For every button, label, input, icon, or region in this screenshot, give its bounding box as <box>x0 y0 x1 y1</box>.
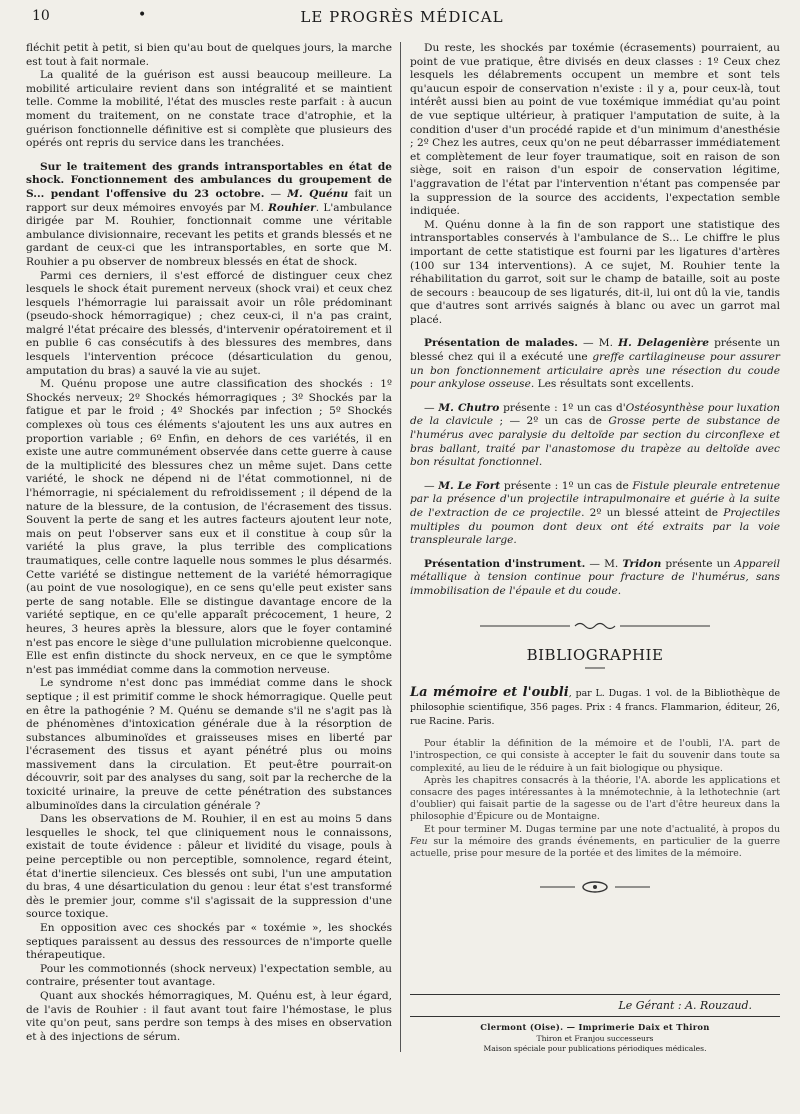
text-span: ; — 2º un cas de <box>493 415 609 428</box>
section-title: Présentation de malades. <box>424 337 578 350</box>
text-span: Les résultats sont excellents. <box>534 378 694 391</box>
footer-block <box>410 994 780 1053</box>
paragraph: Quant aux shockés hémorragiques, M. Quénu est, à leur égard, de l'avis de Rouhier : il faut avant tout faire l'hémostase, le plus vite qu'on peut, sans perdre son temps à des mises en observation et à des injections de sérum. <box>26 989 392 1043</box>
italic-span: Projectiles multiples du poumon dont deux ont été extraits par la voie transpleurale large. <box>410 507 781 547</box>
bibliography-title: BIBLIOGRAPHIE <box>526 646 664 665</box>
paragraph: La qualité de la guérison est aussi beaucoup meilleure. La mobilité articulaire revient dans son intégralité et se maintient telle. Comme la mobilité, l'état des muscles reste parfait : à aucun moment du traitement, on ne constate trace d'atrophie, et la guérison fonctionnelle définitive est si complète que plusieurs des opérés ont repris du service dans les tranchées. <box>26 69 392 150</box>
italic-span: greffe cartilagineuse pour assurer un bon fonctionnement articulaire après une résection du coude pour ankylose osseuse. <box>410 351 780 391</box>
paragraph: Parmi ces derniers, il s'est efforcé de distinguer ceux chez lesquels le shock était purement nerveux (shock vrai) et ceux chez lesquels l'hémorragie lui paraissait avoir un rôle prédominant (pseudo-shock hémorragique) ; chez ceux-ci, il n'a pas craint, malgré l'état précaire des blessés, d'intervenir opératoirement et il en publie 6 cas consécutifs à des blessures des membres, dans lesquels l'intervention précoce (désarticulation du genou, amputation du bras) a sauvé la vie au sujet. <box>26 269 392 377</box>
text-span: . 2º un blessé atteint de <box>581 507 724 519</box>
text-span: sur la mémoire des grands événements, en particulier de la guerre actuelle, prise pour mesure de la portée et des limites de la mémoire. <box>410 835 780 859</box>
printer-line: Clermont (Oise). — Imprimerie Daix et Thiron <box>480 1022 710 1032</box>
paragraph: Le syndrome n'est donc pas immédiat comme dans le shock septique ; il est primitif comme le shock hémorragique. Quelle peut en être la pathogénie ? M. Quénu se demande s'il ne s'agit pas là de phénomènes d'intoxication générale due à la résorption de substances albuminoïdes et graisseuses mises en liberté par l'écrasement des tissus et ayant pénétré plus ou moins massivement dans la circulation. Et peut-être pourrait-on découvrir, soit par des analyses du sang, soit par la recherche de la toxicité urinaire, la preuve de cette pénétration des substances albuminoïdes dans la circulation générale ? <box>26 677 392 812</box>
footer-rule <box>410 994 780 995</box>
left-column <box>26 42 392 1044</box>
book-title: La mémoire et l'oubli <box>410 685 569 701</box>
text-span: — M. <box>577 337 619 350</box>
ornament-rule-icon <box>410 621 780 631</box>
paragraph: En opposition avec ces shockés par « toxémie », les shockés septiques paraissent au dessus des ressources de n'importe quelle thérapeutique. <box>26 922 392 962</box>
italic-span: Appareil métallique à tension continue pour fracture de l'humérus, sans immobilisation de l'épaule et du coude. <box>410 557 780 597</box>
review-paragraph: Pour établir la définition de la mémoire et de l'oubli, l'A. part de l'introspection, ce qui consiste à accepter le fait du souvenir dans toute sa complexité, au lieu de le réduire à un fait biologique ou physique. <box>410 738 780 774</box>
author-name: M. Le Fort <box>438 479 501 492</box>
text-span: présente un blessé chez qui il a exécuté une <box>410 337 780 364</box>
gerant-line: Le Gérant : A. Rouzaud. <box>618 999 752 1012</box>
section-title: Présentation d'instrument. <box>424 557 586 570</box>
text-span: présente : 1º un cas d' <box>499 401 626 414</box>
text-span: fait un rapport sur deux mémoires envoyés par M. <box>26 187 392 214</box>
page-header <box>24 6 780 28</box>
presentation-paragraph <box>410 337 780 391</box>
text-span: Et pour terminer M. Dugas termine par une note d'actualité, à propos du <box>424 823 780 835</box>
author-name: Tridon <box>622 557 662 570</box>
italic-span: Feu <box>410 835 428 847</box>
paragraph: Du reste, les shockés par toxémie (écrasements) pourraient, au point de vue pratique, être divisés en deux classes : 1º Ceux chez lesquels les délabrements occupent un membre et sont tels qu'aucun espoir de conservation n'existe : il y a, pour ceux-là, tout intérêt aussi bien au point de vue toxémique immédiat qu'au point de vue septique ultérieur, à pratiquer l'amputation de suite, à la condition d'user d'un procédé rapide et d'un minimum d'anesthésie ; 2º Chez les autres, ceux qu'on ne peut débarrasser immédiatement et complètement de leur foyer traumatique, soit en raison de son siège, soit en raison d'un espoir de conservation légitime, l'aggravation de l'état par l'intervention n'étant pas compensée par la suppression de la source des accidents, l'expectation semble indiquée. <box>410 42 780 218</box>
flourish-icon <box>410 880 780 894</box>
ornament-divider <box>410 621 780 636</box>
right-column <box>410 42 780 899</box>
section-title: Sur le traitement des grands intransportables en état de shock. Fonctionnement des ambulances du groupement de S... pendant l'offensive du 23 octobre. <box>26 160 392 200</box>
presentation-paragraph <box>410 558 780 599</box>
printer-successors: Thiron et Franjou successeurs <box>536 1034 654 1043</box>
journal-title: LE PROGRÈS MÉDICAL <box>300 8 504 26</box>
text-span: , par L. Dugas. 1 vol. de la Bibliothèque de philosophie scientifique, 356 pages. Prix : 4 francs. Flammarion, éditeur, 26, rue Racine. Paris. <box>410 688 780 727</box>
text-span: . L'ambulance dirigée par M. Rouhier, fonctionnait comme une véritable ambulance divisionnaire, recevant les petits et grands blessés et ne gardant de ceux-ci que les intransportables, en sorte que M. Rouhier a pu observer de nombreux blessés en état de shock. <box>26 201 392 268</box>
text-span: — M. <box>585 557 623 570</box>
paragraph: M. Quénu donne à la fin de son rapport une statistique des intransportables conservés à l'ambulance de S... Le chiffre le plus important de cette statistique est fourni par les ligatures d'artères (100 sur 134 interventions). A ce sujet, M. Rouhier tente la réhabilitation du garrot, soit sur le champ de bataille, soit au poste de secours : beaucoup de ses ligaturés, dit-il, lui ont dû la vie, tandis que d'autres sont arrivés saignés à blanc ou avec un garrot mal placé. <box>410 218 780 326</box>
italic-span: Grosse perte de substance de l'humérus avec paralysie du deltoïde par section du circonflexe et bras ballant, traité par l'anastomose du trapèze au deltoïde avec bon résultat fonctionnel. <box>410 415 781 469</box>
book-reference <box>410 686 780 728</box>
short-rule <box>410 663 780 677</box>
italic-span: Fistule pleurale entretenue par la présence d'un projectile intrapulmonaire et guérie à la suite de l'extraction de ce projectile <box>410 479 780 519</box>
review-paragraph <box>410 824 780 861</box>
footer-rule <box>410 1016 780 1017</box>
author-name: M. Quénu <box>287 187 349 200</box>
header-dot: • <box>138 7 147 23</box>
text-span: présente : 1º un cas de <box>500 479 633 492</box>
text-span: présente un <box>661 557 735 570</box>
dash-icon <box>580 664 610 672</box>
column-divider <box>400 42 401 1052</box>
italic-span: Ostéosynthèse pour luxation de la clavicule <box>410 401 780 428</box>
paragraph: fléchit petit à petit, si bien qu'au bout de quelques jours, la marche est tout à fait normale. <box>26 42 392 68</box>
author-name: Rouhier <box>268 201 316 214</box>
paragraph: Dans les observations de M. Rouhier, il en est au moins 5 dans lesquelles le shock, tel que cliniquement nous le connaissons, existait de toute évidence : pâleur et lividité du visage, pouls à peine perceptible ou non perceptible, somnolence, regard éteint, état d'inertie silencieux. Ces blessés ont subi, l'un une amputation du bras, 4 une désarticulation du genou : leur état s'est transformé dès le premier jour, comme s'il s'agissait de la suppression d'une source toxique. <box>26 813 392 921</box>
paragraph: M. Quénu propose une autre classification des shockés : 1º Shockés nerveux; 2º Shockés hémorragiques ; 3º Shockés par la fatigue et par le froid ; 4º Shockés par infection ; 5º Shockés complexes où tous ces éléments s'ajoutent les uns aux autres en proportion variable ; 6º Enfin, en dehors de ces variétés, il en existe une autre communément observée dans cette guerre à cause de la multiplicité des blessures chez un même sujet. Dans cette variété, le shock ne dépend ni de l'état commotionnel, ni de l'hémorragie, ni spécialement du refroidissement ; il dépend de la nature de la blessure, de la contusion, de l'écrasement des tissus. Souvent la perte de sang et les autres facteurs ajoutent leur note, mais on peut l'observer sans eux et il constitue à coup sûr la variété la plus grave, la plus terrible des complications traumatiques, celle contre laquelle nous sommes le plus désarmés. Cette variété se distingue nettement de la variété hémorragique (au point de vue nosologique), en ce sens qu'elle peut exister sans perte de sang notable. Elle se distingue davantage encore de la variété septique, en ce qu'elle apparaît précocement, 1 heure, 2 heures, 3 heures après la blessure, alors que le foyer contaminé n'est pas encore le siège d'une pullulation microbienne quelconque. Elle est enfin distincte du shock nerveux, en ce que le symptôme n'est pas immédiat comme dans la commotion nerveuse. <box>26 378 392 676</box>
paragraph: Pour les commotionnés (shock nerveux) l'expectation semble, au contraire, présenter tout avantage. <box>26 962 392 989</box>
section-paragraph: Sur le traitement des grands intransportables en état de shock. Fonctionnement des ambulances du groupement de S... pendant l'offensive du 23 octobre. — M. Quénu fait un rapport sur deux mémoires envoyés par M. Rouhier. L'ambulance dirigée par M. Rouhier, fonctionnait comme une véritable ambulance divisionnaire, recevant les petits et grands blessés et ne gardant de ceux-ci que les intransportables, en sorte que M. Rouhier a pu observer de nombreux blessés en état de shock. <box>26 160 392 268</box>
author-name: M. Chutro <box>438 401 500 414</box>
author-name: H. Delagenière <box>618 337 709 350</box>
presentation-paragraph: — M. Le Fort présente : 1º un cas de Fistule pleurale entretenue par la présence d'un projectile intrapulmonaire et guérie à la suite de l'extraction de ce projectile. 2º un blessé atteint de Projectiles multiples du poumon dont deux ont été extraits par la voie transpleurale large. <box>410 479 781 547</box>
review-paragraph: Après les chapitres consacrés à la théorie, l'A. aborde les applications et consacre des pages intéressantes à la mnémotechnie, à la lethotechnie (art d'oublier) qui faisait partie de la sagesse ou de l'art d'être heureux dans la philosophie d'Épicure ou de Montaigne. <box>410 774 780 823</box>
printer-specialty: Maison spéciale pour publications périodiques médicales. <box>483 1044 707 1053</box>
presentation-paragraph: — M. Chutro présente : 1º un cas d'Ostéosynthèse pour luxation de la clavicule ; — 2º un cas de Grosse perte de substance de l'humérus avec paralysie du deltoïde par section du circonflexe et bras ballant, traité par l'anastomose du trapèze au deltoïde avec bon résultat fonctionnel. <box>410 401 781 469</box>
ornament-flourish <box>410 880 780 899</box>
page-number: 10 <box>32 8 50 24</box>
